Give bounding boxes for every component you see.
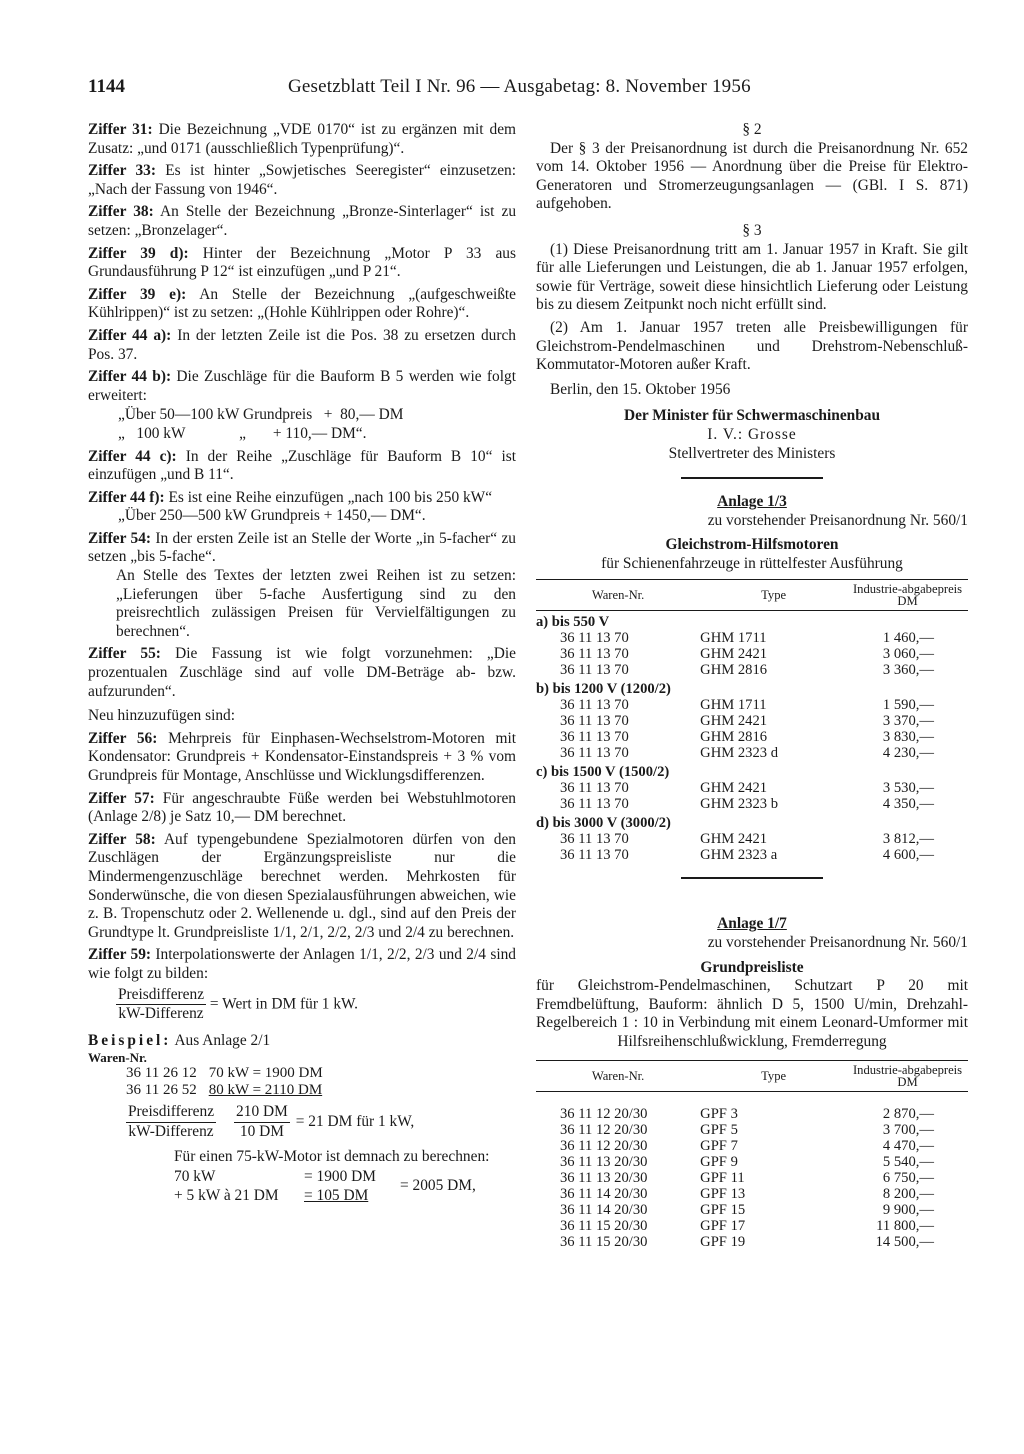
ex-frac-result: = 21 DM für 1 kW, bbox=[295, 1113, 415, 1131]
example-table bbox=[126, 1065, 323, 1099]
z44f-line: „Über 250—500 kW Grundpreis + 1450,— DM“. bbox=[118, 507, 426, 525]
ziffer-54-text2: An Stelle des Textes der letzten zwei Reihen ist zu setzen: „Lieferungen über 5-fache Ausfertigung sind zu den preisrechtlich zulässigen Preisen für Vervielfältigungen zu berechnen“. bbox=[116, 567, 516, 640]
example-row: 36 11 26 52 80 kW = 2110 DM bbox=[126, 1082, 323, 1099]
new-intro: Neu hinzuzufügen sind: bbox=[88, 707, 236, 725]
table-row: 36 11 12 20/30 GPF 7 4 470,— bbox=[560, 1137, 934, 1154]
left-column bbox=[88, 121, 516, 1205]
example-waren-nr: Waren-Nr. bbox=[88, 1050, 147, 1066]
table-row: 36 11 15 20/30 GPF 17 11 800,— bbox=[560, 1217, 934, 1234]
ziffer-59: Ziffer 59: Interpolationswerte der Anlagen 1/1, 2/2, 2/3 und 2/4 sind wie folgt zu bilden: bbox=[88, 946, 516, 982]
calc-right-1: = 1900 DM bbox=[304, 1168, 376, 1186]
formula-rhs: = Wert in DM für 1 kW. bbox=[209, 995, 358, 1013]
table-row: 36 11 13 20/30 GPF 9 5 540,— bbox=[560, 1153, 934, 1170]
table-row: 36 11 13 70 GHM 1711 1 460,— bbox=[560, 630, 934, 647]
ziffer-54: Ziffer 54: In der ersten Zeile ist an Stelle der Worte „in 5-facher“ zu setzen „bis 5-fache“. bbox=[88, 529, 516, 566]
signatory-role: Stellvertreter des Ministers bbox=[668, 444, 836, 462]
table-row: 36 11 13 70 GHM 2816 3 830,— bbox=[560, 729, 934, 746]
section-2-heading: § 2 bbox=[742, 121, 762, 138]
minister-title: Der Minister für Schwermaschinenbau bbox=[623, 407, 881, 425]
example-75kw: Für einen 75-kW-Motor ist demnach zu berechnen: bbox=[174, 1147, 490, 1165]
amendment-list bbox=[88, 121, 516, 405]
anlage-1-7-subtitle: zu vorstehender Preisanordnung Nr. 560/1 bbox=[707, 934, 968, 952]
table-row: 36 11 12 20/30 GPF 3 2 870,— bbox=[560, 1105, 934, 1122]
table-row: 36 11 12 20/30 GPF 5 3 700,— bbox=[560, 1121, 934, 1138]
calc-right-2: = 105 DM bbox=[304, 1186, 369, 1204]
table-row: 36 11 13 70 GHM 2421 3 060,— bbox=[560, 646, 934, 663]
table-row: 36 11 14 20/30 GPF 13 8 200,— bbox=[560, 1185, 934, 1202]
table-row: 36 11 13 70 GHM 2421 3 812,— bbox=[560, 831, 934, 848]
anlage-1-7-title: Anlage 1/7 bbox=[717, 915, 787, 933]
ziffer-44f: Ziffer 44 f): Es ist eine Reihe einzufügen „nach 100 bis 250 kW“ bbox=[88, 488, 493, 506]
col-price: Industrie-abgabepreis DM bbox=[847, 580, 968, 611]
table-row: 36 11 15 20/30 GPF 19 14 500,— bbox=[560, 1233, 934, 1250]
anlage-1-7-heading: Grundpreisliste bbox=[700, 958, 804, 976]
example-fraction bbox=[126, 1103, 516, 1141]
col-type: Type bbox=[700, 580, 847, 611]
anlage-1-3-heading: Gleichstrom-Hilfsmotoren bbox=[665, 536, 839, 554]
section-3-para-2: (2) Am 1. Januar 1957 treten alle Preisbewilligungen für Gleichstrom-Pendelmaschinen und Drehstrom-Nebenschluß-Kommutator-Motoren außer Kraft. bbox=[536, 318, 968, 374]
ex-frac-den-right: 10 DM bbox=[239, 1122, 284, 1140]
anlage-1-3-table bbox=[536, 579, 968, 863]
col-waren-nr-2: Waren-Nr. bbox=[536, 1060, 700, 1091]
table-row: 36 11 13 70 GHM 2421 3 370,— bbox=[560, 713, 934, 730]
table-group-label: c) bis 1500 V (1500/2) bbox=[536, 764, 670, 781]
gazette-title: Gesetzblatt Teil I Nr. 96 — Ausgabetag: 8. November 1956 bbox=[288, 76, 751, 97]
divider-1 bbox=[681, 477, 823, 479]
table-row: 36 11 13 20/30 GPF 11 6 750,— bbox=[560, 1169, 934, 1186]
ziffer-57: Ziffer 57: Für angeschraubte Füße werden bei Webstuhlmotoren (Anlage 2/8) je Satz 10,— DM berechnet. bbox=[88, 789, 516, 826]
calc-left-1: 70 kW bbox=[174, 1168, 216, 1186]
table-row: 36 11 13 70 GHM 2323 b 4 350,— bbox=[560, 796, 934, 813]
table-row: 36 11 13 70 GHM 2421 3 530,— bbox=[560, 780, 934, 797]
table-spacer bbox=[536, 1091, 968, 1106]
right-column bbox=[536, 121, 968, 1250]
table-row: 36 11 13 70 GHM 2323 a 4 600,— bbox=[560, 847, 934, 864]
col-type-2: Type bbox=[700, 1060, 847, 1091]
anlage-1-3-subtitle: zu vorstehender Preisanordnung Nr. 560/1 bbox=[707, 511, 968, 529]
section-2-text: Der § 3 der Preisanordnung ist durch die Preisanordnung Nr. 652 vom 14. Oktober 1956 — Anordnung über die Preise für Elektro-Generatoren und Stromerzeugungsanlagen — (GBl. I S. 871) aufgehoben. bbox=[536, 139, 968, 213]
anlage-1-7-description: für Gleichstrom-Pendelmaschinen, Schutzart P 20 mit Fremdbelüftung, Bauform: ähnlich D 5, 1500 U/min, Drehzahl-Regelbereich 1 : 10 in Verbindung mit einem Leonard-Umformer mit Hilfsreihenschlußwicklung, Fremderregung bbox=[536, 977, 968, 1051]
section-3-para-1: (1) Diese Preisanordnung tritt am 1. Januar 1957 in Kraft. Sie gilt für alle Lieferungen und Leistungen, die ab 1. Januar 1957 erfolgen, sowie für Verträge, soweit diese hinsichtlich Lieferung oder Leistung bis zu diesem Zeitpunkt noch nicht erfüllt sind. bbox=[536, 240, 968, 314]
interpolation-formula bbox=[88, 986, 516, 1024]
section-3-heading: § 3 bbox=[742, 221, 762, 239]
example-calc bbox=[174, 1168, 516, 1205]
ex-frac-den-left: kW-Differenz bbox=[128, 1122, 214, 1140]
table-row: 36 11 14 20/30 GPF 15 9 900,— bbox=[560, 1201, 934, 1218]
anlage-1-7-table bbox=[536, 1060, 968, 1250]
ziffer-55: Ziffer 55: Die Fassung ist wie folgt vorzunehmen: „Die prozentualen Zuschläge sind auf volle DM-Beträge ab- bzw. aufzurunden“. bbox=[88, 645, 516, 700]
divider-2 bbox=[681, 877, 823, 879]
amendment-item: Ziffer 44 b): Die Zuschläge für die Bauform B 5 werden wie folgt erweitert: bbox=[88, 368, 516, 404]
table-group-label: d) bis 3000 V (3000/2) bbox=[536, 815, 671, 832]
col-waren-nr: Waren-Nr. bbox=[536, 580, 700, 611]
page-header bbox=[88, 76, 968, 102]
amendment-item: Ziffer 39 e): An Stelle der Bezeichnung „(aufgeschweißte Kühlrippen)“ ist zu setzen: „(Hohle Kühlrippen oder Rohre)“. bbox=[88, 285, 517, 322]
place-date: Berlin, den 15. Oktober 1956 bbox=[550, 380, 731, 398]
z44b-line-2: „ 100 kW „ + 110,— DM“. bbox=[118, 424, 367, 442]
table-row: 36 11 13 70 GHM 2816 3 360,— bbox=[560, 662, 934, 679]
example-heading: Beispiel: Aus Anlage 2/1 bbox=[88, 1031, 271, 1049]
amendment-item: Ziffer 33: Es ist hinter „Sowjetisches Seeregister“ einzusetzen: „Nach der Fassung von 1946“. bbox=[88, 162, 516, 198]
col-price-2: Industrie-abgabepreis DM bbox=[847, 1060, 968, 1091]
calc-total: = 2005 DM, bbox=[400, 1177, 476, 1195]
table-group-label: b) bis 1200 V (1200/2) bbox=[536, 681, 671, 698]
table-row: 36 11 13 70 GHM 1711 1 590,— bbox=[560, 697, 934, 714]
ziffer-58: Ziffer 58: Auf typengebundene Spezialmotoren dürfen von den Zuschlägen der Ergänzungspreisliste nur die Mindermengenzuschläge berechnet werden. Mehrkosten für Sonderwünsche, die von diesen Spezialausführungen abweichen, wie z. B. Tropenschutz oder 2. Wellenende u. dgl., sind auf den Preis der Grundtype lt. Grundpreisliste 1/1, 2/1, 2/2, 2/3 und 2/4 zu berechnen. bbox=[88, 830, 516, 941]
amendment-item: Ziffer 44 a): In der letzten Zeile ist die Pos. 38 zu ersetzen durch Pos. 37. bbox=[88, 326, 516, 363]
ex-frac-num-right: 210 DM bbox=[234, 1103, 290, 1123]
ziffer-56: Ziffer 56: Mehrpreis für Einphasen-Wechselstrom-Motoren mit Kondensator: Grundpreis + Kondensator-Einstandspreis + 3 % vom Grundpreis für Montage, Anschlüsse und Wicklungsdifferenzen. bbox=[88, 729, 516, 784]
z44b-line-1: „Über 50—100 kW Grundpreis + 80,— DM bbox=[118, 406, 404, 424]
amendment-item: Ziffer 38: An Stelle der Bezeichnung „Bronze-Sinterlager“ ist zu setzen: „Bronzelager“. bbox=[88, 203, 517, 239]
ziffer-44c: Ziffer 44 c): In der Reihe „Zuschläge für Bauform B 10“ ist einzufügen „und B 11“. bbox=[88, 447, 516, 484]
table-group-label: a) bis 550 V bbox=[536, 614, 610, 631]
calc-left-2: + 5 kW à 21 DM bbox=[174, 1186, 279, 1204]
table-row: 36 11 13 70 GHM 2323 d 4 230,— bbox=[560, 745, 934, 762]
anlage-1-3-title: Anlage 1/3 bbox=[717, 493, 787, 511]
example-row: 36 11 26 12 70 kW = 1900 DM bbox=[126, 1065, 323, 1082]
ex-frac-num-left: Preisdifferenz bbox=[126, 1103, 216, 1123]
anlage-1-3-heading-2: für Schienenfahrzeuge in rüttelfester Ausführung bbox=[601, 554, 903, 572]
amendment-item: Ziffer 31: Die Bezeichnung „VDE 0170“ ist zu ergänzen mit dem Zusatz: „und 0171 (ausschließlich Typenprüfung)“. bbox=[88, 121, 516, 157]
formula-numerator: Preisdifferenz bbox=[116, 986, 206, 1006]
signatory: I. V.: Grosse bbox=[707, 425, 797, 443]
page-number: 1144 bbox=[88, 76, 125, 97]
amendment-item: Ziffer 39 d): Hinter der Bezeichnung „Motor P 33 aus Grundausführung P 12“ ist einzufügen „und P 21“. bbox=[88, 244, 516, 281]
formula-denominator: kW-Differenz bbox=[118, 1005, 204, 1023]
